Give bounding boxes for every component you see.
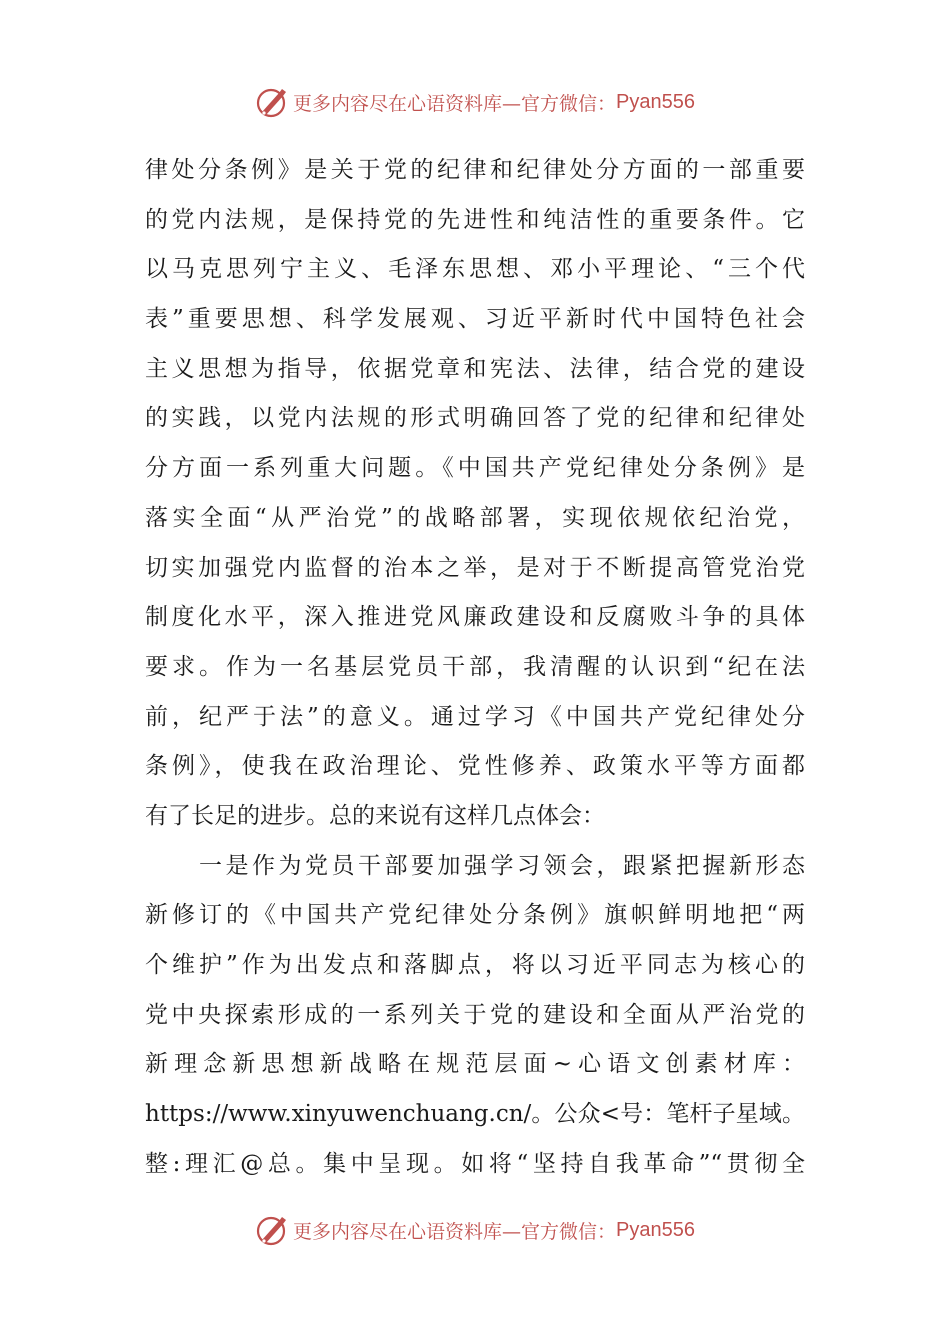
body-line: 新修订的《中国共产党纪律处分条例》旗帜鲜明地把“两	[145, 902, 805, 929]
body-line: 要求。作为一名基层党员干部，我清醒的认识到“纪在法	[145, 653, 805, 680]
footer-watermark	[0, 1210, 950, 1250]
body-line: 前，纪严于法”的意义。通过学习《中国共产党纪律处分	[145, 703, 805, 730]
body-line: 律处分条例》是关于党的纪律和纪律处分方面的一部重要	[145, 157, 805, 183]
body-line: 分方面一系列重大问题。《中国共产党纪律处分条例》是	[145, 455, 805, 482]
body-line: 整:理汇@总。集中呈现。如将“坚持自我革命”“贯彻全	[145, 1150, 805, 1177]
body-line: 新理念新思想新战略在规范层面~心语文创素材库：	[145, 1051, 805, 1078]
footer-wechat-id: Pyan556	[616, 1218, 695, 1241]
body-line: 一是作为党员干部要加强学习领会，跟紧把握新形态	[199, 852, 805, 879]
body-line: 的党内法规，是保持党的先进性和纯洁性的重要条件。它	[145, 206, 805, 233]
footer-brand-text: 更多内容尽在心语资料库	[293, 1220, 503, 1243]
header-watermark	[0, 82, 950, 122]
body-line: 切实加强党内监督的治本之举，是对于不断提高管党治党	[145, 554, 805, 581]
header-official-label: —官方微信：	[502, 92, 617, 115]
header-wechat-id: Pyan556	[616, 90, 695, 113]
body-line: 表”重要思想、科学发展观、习近平新时代中国特色社会	[145, 306, 805, 333]
body-line: 党中央探索形成的一系列关于党的建设和全面从严治党的	[145, 1001, 805, 1028]
body-line: 以马克思列宁主义、毛泽东思想、邓小平理论、“三个代	[145, 256, 805, 283]
body-line: 个维护”作为出发点和落脚点，将以习近平同志为核心的	[145, 952, 805, 978]
body-line: 制度化水平，深入推进党风廉政建设和反腐败斗争的具体	[145, 604, 805, 631]
body-line: 有了长足的进步。总的来说有这样几点体会：	[145, 802, 605, 829]
header-brand-text: 更多内容尽在心语资料库	[293, 92, 503, 115]
pen-logo-icon	[255, 85, 289, 119]
body-line: 条例》，使我在政治理论、党性修养、政策水平等方面都	[145, 753, 805, 780]
pen-logo-icon	[255, 1213, 289, 1247]
body-line: 的实践，以党内法规的形式明确回答了党的纪律和纪律处	[145, 405, 805, 432]
body-line-url: https://www.xinyuwenchuang.cn/。公众<号：笔杆子星域。	[145, 1101, 805, 1128]
document-body	[145, 146, 805, 1189]
body-line: 主义思想为指导，依据党章和宪法、法律，结合党的建设	[145, 355, 805, 382]
footer-official-label: —官方微信：	[502, 1220, 617, 1243]
body-line: 落实全面“从严治党”的战略部署，实现依规依纪治党，	[145, 504, 805, 531]
